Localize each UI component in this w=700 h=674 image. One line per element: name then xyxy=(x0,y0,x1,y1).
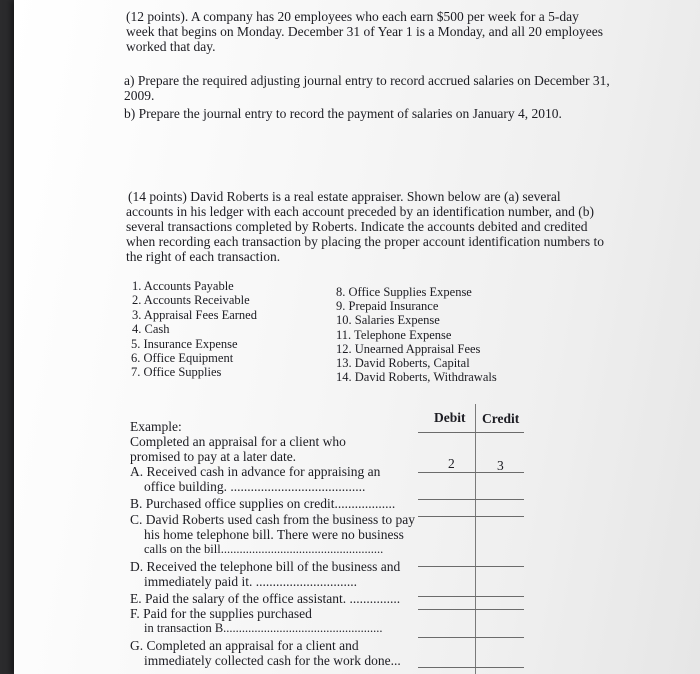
account-item: 3. Appraisal Fees Earned xyxy=(132,308,257,322)
q2-line: when recording each transaction by placing the proper account identification numbers to xyxy=(126,234,604,249)
account-item: 14. David Roberts, Withdrawals xyxy=(336,370,497,384)
transaction-line: immediately collected cash for the work done... xyxy=(144,653,401,668)
account-item: 6. Office Equipment xyxy=(131,351,234,365)
transaction-line: office building. ........................................ xyxy=(144,479,366,494)
transaction-line: Completed an appraisal for a client who xyxy=(130,434,346,449)
q1-part-a: a) Prepare the required adjusting journal entry to record accrued salaries on December 31, xyxy=(124,73,610,88)
answer-row-line[interactable] xyxy=(418,566,524,567)
transaction-c: C. David Roberts used cash from the business to pay xyxy=(130,512,415,527)
column-divider xyxy=(475,404,476,674)
answer-row-line xyxy=(418,472,524,473)
account-item: 1. Accounts Payable xyxy=(132,279,234,293)
account-item: 9. Prepaid Insurance xyxy=(336,299,439,313)
answer-row-line[interactable] xyxy=(418,667,524,668)
credit-header: Credit xyxy=(482,411,520,426)
q1-line: worked that day. xyxy=(126,39,216,54)
transaction-d: D. Received the telephone bill of the business and xyxy=(130,559,401,574)
worksheet-page xyxy=(14,0,700,674)
account-item: 11. Telephone Expense xyxy=(336,328,452,342)
account-item: 4. Cash xyxy=(132,322,170,336)
answer-row-line[interactable] xyxy=(418,596,524,597)
q1-line: (12 points). A company has 20 employees who each earn $500 per week for a 5-day xyxy=(126,9,579,24)
q1-line: week that begins on Monday. December 31 of Year 1 is a Monday, and all 20 employees xyxy=(126,24,604,39)
table-header-rule xyxy=(418,432,524,433)
account-item: 2. Accounts Receivable xyxy=(132,293,250,307)
transaction-line: promised to pay at a later date. xyxy=(130,449,297,464)
transaction-line: calls on the bill.................................................... xyxy=(144,542,384,556)
transaction-e: E. Paid the salary of the office assistant. ............... xyxy=(130,591,401,606)
example-debit: 2 xyxy=(448,456,455,471)
debit-header: Debit xyxy=(434,410,466,425)
example-credit: 3 xyxy=(497,458,504,473)
account-item: 12. Unearned Appraisal Fees xyxy=(336,342,481,356)
account-item: 5. Insurance Expense xyxy=(131,337,238,351)
transaction-line: immediately paid it. .............................. xyxy=(144,574,357,589)
transaction-line: in transaction B................................................... xyxy=(144,621,383,635)
q2-line: (14 points) David Roberts is a real estate appraiser. Shown below are (a) several xyxy=(128,189,561,204)
answer-row-line[interactable] xyxy=(418,516,524,517)
account-item: 13. David Roberts, Capital xyxy=(336,356,470,370)
transaction-line: his home telephone bill. There were no business xyxy=(144,527,404,542)
transaction-b: B. Purchased office supplies on credit.................. xyxy=(130,496,396,511)
account-item: 10. Salaries Expense xyxy=(336,313,440,327)
transaction-g: G. Completed an appraisal for a client and xyxy=(130,638,359,653)
q1-part-b: b) Prepare the journal entry to record the payment of salaries on January 4, 2010. xyxy=(124,106,562,121)
q2-line: the right of each transaction. xyxy=(126,249,281,264)
account-item: 7. Office Supplies xyxy=(131,365,222,379)
q2-line: several transactions completed by Roberts. Indicate the accounts debited and credited xyxy=(126,219,588,234)
answer-row-line xyxy=(418,499,524,500)
transaction-f: F. Paid for the supplies purchased xyxy=(130,606,312,621)
q2-line: accounts in his ledger with each account preceded by an identification number, and (b) xyxy=(126,204,595,219)
example-label: Example: xyxy=(130,419,182,434)
account-item: 8. Office Supplies Expense xyxy=(336,285,472,299)
answer-row-line[interactable] xyxy=(418,609,524,610)
transaction-a: A. Received cash in advance for appraising an xyxy=(130,464,381,479)
q1-part-a-year: 2009. xyxy=(124,88,155,103)
answer-row-line[interactable] xyxy=(418,637,524,638)
